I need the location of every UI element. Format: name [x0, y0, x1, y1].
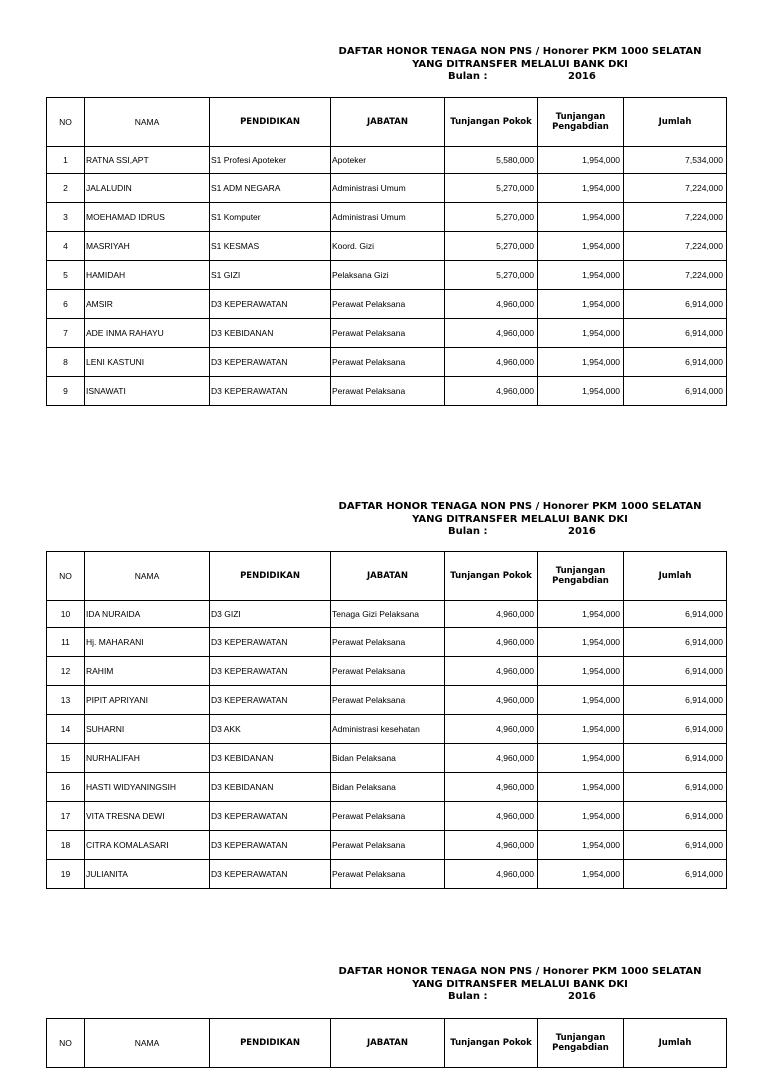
cell-jabatan: Bidan Pelaksana: [331, 744, 445, 773]
cell-nama: JALALUDIN: [85, 174, 210, 203]
cell-nama: Hj. MAHARANI: [85, 628, 210, 657]
cell-tunjangan-pengabdian: 1,954,000: [538, 147, 624, 174]
cell-jumlah: 6,914,000: [624, 802, 727, 831]
cell-pendidikan: D3 AKK: [210, 715, 331, 744]
cell-jumlah: 6,914,000: [624, 715, 727, 744]
cell-tunjangan-pengabdian: 1,954,000: [538, 628, 624, 657]
cell-no: 18: [47, 831, 85, 860]
cell-tunjangan-pokok: 4,960,000: [445, 715, 538, 744]
table-row: [47, 744, 727, 773]
cell-jabatan: Perawat Pelaksana: [331, 802, 445, 831]
year-value: 2016: [568, 526, 596, 537]
cell-jabatan: Bidan Pelaksana: [331, 773, 445, 802]
cell-tunjangan-pengabdian: 1,954,000: [538, 773, 624, 802]
cell-nama: SUHARNI: [85, 715, 210, 744]
table-row: [47, 319, 727, 348]
cell-jabatan: Perawat Pelaksana: [331, 348, 445, 377]
cell-no: 17: [47, 802, 85, 831]
year-value: 2016: [568, 991, 596, 1002]
cell-nama: MOEHAMAD IDRUS: [85, 203, 210, 232]
cell-tunjangan-pengabdian: 1,954,000: [538, 601, 624, 628]
cell-nama: IDA NURAIDA: [85, 601, 210, 628]
table-row: [47, 203, 727, 232]
cell-jumlah: 6,914,000: [624, 319, 727, 348]
cell-nama: PIPIT APRIYANI: [85, 686, 210, 715]
header-row: [47, 1019, 727, 1068]
cell-jumlah: 7,224,000: [624, 232, 727, 261]
table-row: [47, 174, 727, 203]
cell-nama: HAMIDAH: [85, 261, 210, 290]
cell-nama: AMSIR: [85, 290, 210, 319]
header-tunjangan-pengabdian: Tunjangan Pengabdian: [538, 98, 624, 147]
cell-no: 10: [47, 601, 85, 628]
cell-tunjangan-pengabdian: 1,954,000: [538, 715, 624, 744]
cell-tunjangan-pokok: 4,960,000: [445, 831, 538, 860]
header-pendidikan: PENDIDIKAN: [210, 552, 331, 601]
header-jabatan: JABATAN: [331, 552, 445, 601]
cell-pendidikan: D3 KEPERAWATAN: [210, 290, 331, 319]
table-row: [47, 147, 727, 174]
cell-tunjangan-pokok: 5,270,000: [445, 203, 538, 232]
cell-tunjangan-pokok: 5,270,000: [445, 261, 538, 290]
header-jumlah: Jumlah: [624, 98, 727, 147]
cell-jumlah: 6,914,000: [624, 744, 727, 773]
cell-no: 4: [47, 232, 85, 261]
table-row: [47, 686, 727, 715]
cell-tunjangan-pokok: 4,960,000: [445, 657, 538, 686]
section-3-heading: [330, 966, 710, 1004]
cell-tunjangan-pengabdian: 1,954,000: [538, 174, 624, 203]
cell-jumlah: 6,914,000: [624, 686, 727, 715]
cell-jumlah: 6,914,000: [624, 773, 727, 802]
cell-tunjangan-pengabdian: 1,954,000: [538, 802, 624, 831]
cell-pendidikan: D3 KEPERAWATAN: [210, 628, 331, 657]
cell-jabatan: Administrasi kesehatan: [331, 715, 445, 744]
month-label: Bulan :: [448, 71, 488, 82]
cell-no: 7: [47, 319, 85, 348]
cell-tunjangan-pokok: 4,960,000: [445, 377, 538, 406]
cell-pendidikan: S1 Profesi Apoteker: [210, 147, 331, 174]
cell-tunjangan-pokok: 4,960,000: [445, 290, 538, 319]
cell-pendidikan: D3 GIZI: [210, 601, 331, 628]
cell-jumlah: 7,224,000: [624, 261, 727, 290]
cell-jabatan: Perawat Pelaksana: [331, 657, 445, 686]
header-no: NO: [47, 98, 85, 147]
cell-tunjangan-pengabdian: 1,954,000: [538, 686, 624, 715]
table-row: [47, 232, 727, 261]
cell-no: 3: [47, 203, 85, 232]
cell-nama: JULIANITA: [85, 860, 210, 889]
table-row: [47, 377, 727, 406]
cell-no: 8: [47, 348, 85, 377]
cell-jabatan: Administrasi Umum: [331, 174, 445, 203]
cell-no: 11: [47, 628, 85, 657]
cell-pendidikan: D3 KEPERAWATAN: [210, 348, 331, 377]
cell-tunjangan-pengabdian: 1,954,000: [538, 319, 624, 348]
header-tunjangan-pengabdian: Tunjangan Pengabdian: [538, 1019, 624, 1068]
cell-jabatan: Perawat Pelaksana: [331, 377, 445, 406]
cell-nama: LENI KASTUNI: [85, 348, 210, 377]
table-row: [47, 601, 727, 628]
cell-nama: MASRIYAH: [85, 232, 210, 261]
cell-jumlah: 6,914,000: [624, 657, 727, 686]
cell-jabatan: Perawat Pelaksana: [331, 290, 445, 319]
cell-jumlah: 6,914,000: [624, 860, 727, 889]
cell-pendidikan: S1 Komputer: [210, 203, 331, 232]
table-row: [47, 802, 727, 831]
cell-tunjangan-pokok: 4,960,000: [445, 601, 538, 628]
cell-pendidikan: D3 KEBIDANAN: [210, 773, 331, 802]
cell-tunjangan-pokok: 4,960,000: [445, 628, 538, 657]
cell-tunjangan-pengabdian: 1,954,000: [538, 290, 624, 319]
cell-jumlah: 7,224,000: [624, 174, 727, 203]
header-tunjangan-pokok: Tunjangan Pokok: [445, 98, 538, 147]
table-row: [47, 773, 727, 802]
header-nama: NAMA: [85, 1019, 210, 1068]
cell-nama: HASTI WIDYANINGSIH: [85, 773, 210, 802]
honor-table-3: [46, 1018, 727, 1068]
cell-tunjangan-pokok: 4,960,000: [445, 348, 538, 377]
cell-jumlah: 6,914,000: [624, 831, 727, 860]
header-tunjangan-pengabdian: Tunjangan Pengabdian: [538, 552, 624, 601]
header-no: NO: [47, 1019, 85, 1068]
cell-tunjangan-pokok: 5,580,000: [445, 147, 538, 174]
cell-tunjangan-pokok: 5,270,000: [445, 232, 538, 261]
header-no: NO: [47, 552, 85, 601]
header-jumlah: Jumlah: [624, 1019, 727, 1068]
cell-tunjangan-pengabdian: 1,954,000: [538, 348, 624, 377]
table-row: [47, 860, 727, 889]
header-jumlah: Jumlah: [624, 552, 727, 601]
month-line: [330, 526, 710, 539]
cell-pendidikan: D3 KEPERAWATAN: [210, 860, 331, 889]
cell-jumlah: 7,224,000: [624, 203, 727, 232]
cell-no: 14: [47, 715, 85, 744]
header-row: [47, 98, 727, 147]
cell-jumlah: 6,914,000: [624, 628, 727, 657]
cell-jumlah: 6,914,000: [624, 290, 727, 319]
cell-nama: ADE INMA RAHAYU: [85, 319, 210, 348]
cell-no: 12: [47, 657, 85, 686]
header-tunjangan-pokok: Tunjangan Pokok: [445, 552, 538, 601]
cell-nama: RAHIM: [85, 657, 210, 686]
cell-no: 5: [47, 261, 85, 290]
header-tunjangan-pokok: Tunjangan Pokok: [445, 1019, 538, 1068]
cell-tunjangan-pokok: 4,960,000: [445, 773, 538, 802]
table-row: [47, 290, 727, 319]
cell-jabatan: Koord. Gizi: [331, 232, 445, 261]
cell-tunjangan-pengabdian: 1,954,000: [538, 232, 624, 261]
cell-no: 13: [47, 686, 85, 715]
cell-jumlah: 7,534,000: [624, 147, 727, 174]
document-subtitle: YANG DITRANSFER MELALUI BANK DKI: [412, 978, 628, 990]
month-label: Bulan :: [448, 991, 488, 1002]
cell-tunjangan-pokok: 4,960,000: [445, 860, 538, 889]
cell-pendidikan: S1 GIZI: [210, 261, 331, 290]
cell-no: 9: [47, 377, 85, 406]
cell-jabatan: Apoteker: [331, 147, 445, 174]
cell-pendidikan: D3 KEPERAWATAN: [210, 831, 331, 860]
cell-pendidikan: D3 KEPERAWATAN: [210, 686, 331, 715]
document-subtitle: YANG DITRANSFER MELALUI BANK DKI: [412, 58, 628, 70]
table-row: [47, 657, 727, 686]
cell-tunjangan-pokok: 4,960,000: [445, 686, 538, 715]
cell-jabatan: Perawat Pelaksana: [331, 319, 445, 348]
month-label: Bulan :: [448, 526, 488, 537]
header-nama: NAMA: [85, 552, 210, 601]
cell-jabatan: Pelaksana Gizi: [331, 261, 445, 290]
cell-pendidikan: D3 KEBIDANAN: [210, 319, 331, 348]
section-1-heading: [330, 46, 710, 84]
header-jabatan: JABATAN: [331, 98, 445, 147]
header-row: [47, 552, 727, 601]
header-jabatan: JABATAN: [331, 1019, 445, 1068]
cell-pendidikan: D3 KEPERAWATAN: [210, 802, 331, 831]
month-line: [330, 991, 710, 1004]
cell-tunjangan-pokok: 4,960,000: [445, 802, 538, 831]
cell-tunjangan-pengabdian: 1,954,000: [538, 261, 624, 290]
table-row: [47, 715, 727, 744]
cell-jabatan: Perawat Pelaksana: [331, 860, 445, 889]
cell-nama: VITA TRESNA DEWI: [85, 802, 210, 831]
cell-no: 6: [47, 290, 85, 319]
document-subtitle: YANG DITRANSFER MELALUI BANK DKI: [412, 513, 628, 525]
cell-nama: NURHALIFAH: [85, 744, 210, 773]
cell-jumlah: 6,914,000: [624, 601, 727, 628]
table-row: [47, 348, 727, 377]
header-pendidikan: PENDIDIKAN: [210, 1019, 331, 1068]
cell-jabatan: Perawat Pelaksana: [331, 831, 445, 860]
document-title: DAFTAR HONOR TENAGA NON PNS / Honorer PKM 1000 SELATAN: [338, 501, 702, 512]
cell-tunjangan-pengabdian: 1,954,000: [538, 860, 624, 889]
month-line: [330, 71, 710, 84]
cell-nama: ISNAWATI: [85, 377, 210, 406]
cell-no: 19: [47, 860, 85, 889]
cell-tunjangan-pokok: 5,270,000: [445, 174, 538, 203]
cell-no: 16: [47, 773, 85, 802]
cell-no: 2: [47, 174, 85, 203]
cell-pendidikan: S1 KESMAS: [210, 232, 331, 261]
cell-pendidikan: D3 KEPERAWATAN: [210, 657, 331, 686]
honor-table-1: [46, 97, 727, 406]
header-nama: NAMA: [85, 98, 210, 147]
cell-tunjangan-pokok: 4,960,000: [445, 319, 538, 348]
cell-tunjangan-pengabdian: 1,954,000: [538, 744, 624, 773]
document-title: DAFTAR HONOR TENAGA NON PNS / Honorer PKM 1000 SELATAN: [338, 966, 702, 977]
cell-nama: RATNA SSI,APT: [85, 147, 210, 174]
cell-jabatan: Tenaga Gizi Pelaksana: [331, 601, 445, 628]
honor-table-2: [46, 551, 727, 889]
cell-jabatan: Perawat Pelaksana: [331, 628, 445, 657]
cell-pendidikan: D3 KEPERAWATAN: [210, 377, 331, 406]
cell-tunjangan-pokok: 4,960,000: [445, 744, 538, 773]
cell-tunjangan-pengabdian: 1,954,000: [538, 377, 624, 406]
table-row: [47, 831, 727, 860]
section-2-heading: [330, 501, 710, 539]
cell-jabatan: Perawat Pelaksana: [331, 686, 445, 715]
cell-tunjangan-pengabdian: 1,954,000: [538, 831, 624, 860]
document-title: DAFTAR HONOR TENAGA NON PNS / Honorer PKM 1000 SELATAN: [338, 46, 702, 57]
cell-jabatan: Administrasi Umum: [331, 203, 445, 232]
cell-pendidikan: S1 ADM NEGARA: [210, 174, 331, 203]
cell-jumlah: 6,914,000: [624, 348, 727, 377]
cell-tunjangan-pengabdian: 1,954,000: [538, 203, 624, 232]
cell-nama: CITRA KOMALASARI: [85, 831, 210, 860]
header-pendidikan: PENDIDIKAN: [210, 98, 331, 147]
cell-tunjangan-pengabdian: 1,954,000: [538, 657, 624, 686]
cell-no: 1: [47, 147, 85, 174]
table-row: [47, 628, 727, 657]
cell-pendidikan: D3 KEBIDANAN: [210, 744, 331, 773]
cell-jumlah: 6,914,000: [624, 377, 727, 406]
table-row: [47, 261, 727, 290]
year-value: 2016: [568, 71, 596, 82]
cell-no: 15: [47, 744, 85, 773]
